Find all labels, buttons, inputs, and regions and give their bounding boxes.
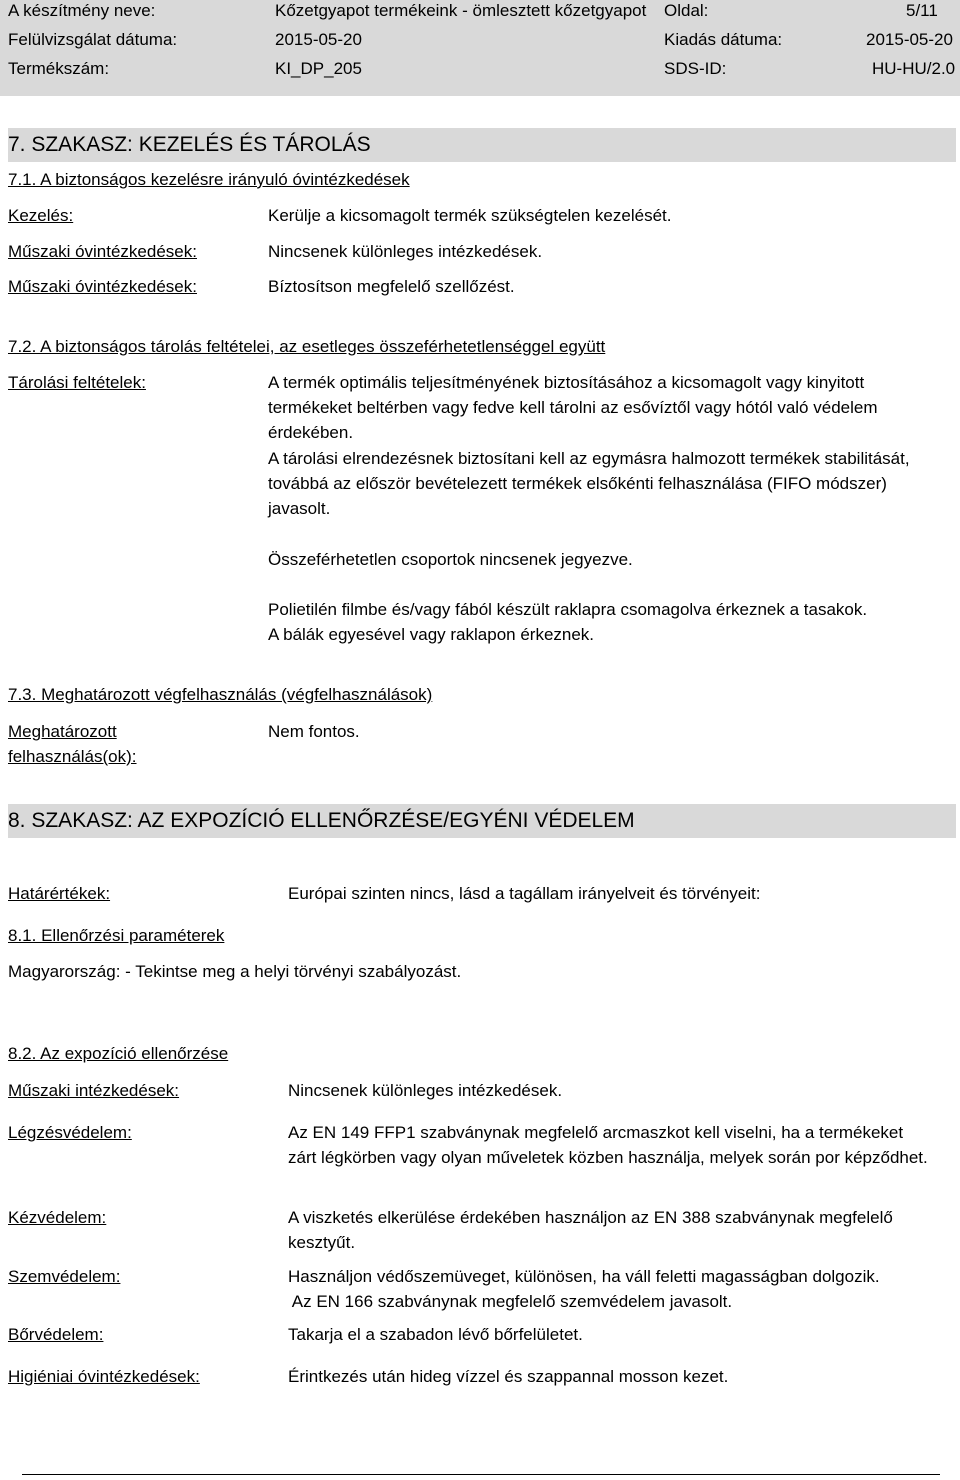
limit-values-value: Európai szinten nincs, lásd a tagállam irányelveit és törvényeit: (288, 884, 761, 903)
subsection-8-2-title: 8.2. Az expozíció ellenőrzése (8, 1044, 229, 1063)
issue-date-label: Kiadás dátuma: (664, 30, 783, 49)
technical-precautions-value-2: Bíztosítson megfelelő szellőzést. (268, 277, 515, 296)
specific-use-label-line-1: Meghatározott (8, 722, 117, 741)
limit-values-label: Határértékek: (8, 884, 111, 903)
packaging-text-1: Polietilén filmbe és/vagy fából készült raklapra csomagolva érkeznek a tasakok. (268, 600, 868, 619)
revision-date-label: Felülvizsgálat dátuma: (8, 30, 178, 49)
storage-conditions-label: Tárolási feltételek: (8, 373, 146, 392)
hygiene-measures-label: Higiéniai óvintézkedések: (8, 1367, 200, 1386)
sds-id-value: HU-HU/2.0 (872, 59, 956, 78)
product-number-label: Termékszám: (8, 59, 110, 78)
subsection-7-3-title: 7.3. Meghatározott végfelhasználás (végfelhasználások) (8, 685, 433, 704)
eye-protection-label: Szemvédelem: (8, 1267, 121, 1286)
handling-value: Kerülje a kicsomagolt termék szükségtelen kezelését. (268, 206, 672, 225)
engineering-measures-value: Nincsenek különleges intézkedések. (288, 1081, 563, 1100)
section-7-title: 7. SZAKASZ: KEZELÉS ÉS TÁROLÁS (8, 133, 371, 156)
storage-conditions-text-2: A tárolási elrendezésnek biztosítani kell az egymásra halmozott termékek stabilitását, továbbá az először bevételezett termékek elsőkénti felhasználása (FIFO módszer) javasolt. (268, 449, 910, 518)
product-number-value: KI_DP_205 (275, 59, 362, 78)
page-value: 5/11 (906, 1, 938, 20)
skin-protection-label: Bőrvédelem: (8, 1325, 104, 1344)
footer-divider (22, 1474, 940, 1475)
control-parameters-text: Magyarország: - Tekintse meg a helyi törvényi szabályozást. (8, 962, 462, 981)
eye-protection-value-line-1: Használjon védőszemüveget, különösen, ha váll feletti magasságban dolgozik. (288, 1267, 880, 1286)
document-header (0, 0, 960, 96)
sds-id-label: SDS-ID: (664, 59, 727, 78)
skin-protection-value: Takarja el a szabadon lévő bőrfelületet. (288, 1325, 583, 1344)
technical-precautions-label-2: Műszaki óvintézkedések: (8, 277, 197, 296)
packaging-text-2: A bálák egyesével vagy raklapon érkeznek. (268, 625, 595, 644)
subsection-8-1-title: 8.1. Ellenőrzési paraméterek (8, 926, 225, 945)
hand-protection-label: Kézvédelem: (8, 1208, 107, 1227)
handling-label: Kezelés: (8, 206, 74, 225)
hygiene-measures-value: Érintkezés után hideg vízzel és szappannal mosson kezet. (288, 1367, 729, 1386)
respiratory-protection-value: Az EN 149 FFP1 szabványnak megfelelő arcmaszkot kell viselni, ha a termékeket zárt légkörben vagy olyan műveletek közben használja, melyek során por képződhet. (288, 1123, 928, 1167)
incompatible-groups-text: Összeférhetetlen csoportok nincsenek jegyezve. (268, 550, 633, 569)
respiratory-protection-label: Légzésvédelem: (8, 1123, 132, 1142)
hand-protection-value: A viszketés elkerülése érdekében használjon az EN 388 szabványnak megfelelő kesztyűt. (288, 1208, 893, 1252)
revision-date-value: 2015-05-20 (275, 30, 362, 49)
issue-date-value: 2015-05-20 (866, 30, 953, 49)
engineering-measures-label: Műszaki intézkedések: (8, 1081, 180, 1100)
specific-use-value: Nem fontos. (268, 722, 360, 741)
eye-protection-value-line-2: Az EN 166 szabványnak megfelelő szemvédelem javasolt. (288, 1292, 733, 1311)
storage-conditions-text-1: A termék optimális teljesítményének biztosításához a kicsomagolt vagy kinyitott termékeket beltérben vagy fedve kell tárolni az esővíztől vagy hótól való védelem érdekében. (268, 373, 878, 442)
section-8-title: 8. SZAKASZ: AZ EXPOZÍCIÓ ELLENŐRZÉSE/EGYÉNI VÉDELEM (8, 809, 635, 832)
product-name-label: A készítmény neve: (8, 1, 156, 20)
specific-use-label-line-2: felhasználás(ok): (8, 747, 137, 766)
subsection-7-2-title: 7.2. A biztonságos tárolás feltételei, az esetleges összeférhetetlenséggel együtt (8, 337, 606, 356)
page-label: Oldal: (664, 1, 709, 20)
product-name-value: Kőzetgyapot termékeink - ömlesztett kőzetgyapot (275, 1, 647, 20)
technical-precautions-label-1: Műszaki óvintézkedések: (8, 242, 197, 261)
subsection-7-1-title: 7.1. A biztonságos kezelésre irányuló óvintézkedések (8, 170, 410, 189)
technical-precautions-value-1: Nincsenek különleges intézkedések. (268, 242, 543, 261)
